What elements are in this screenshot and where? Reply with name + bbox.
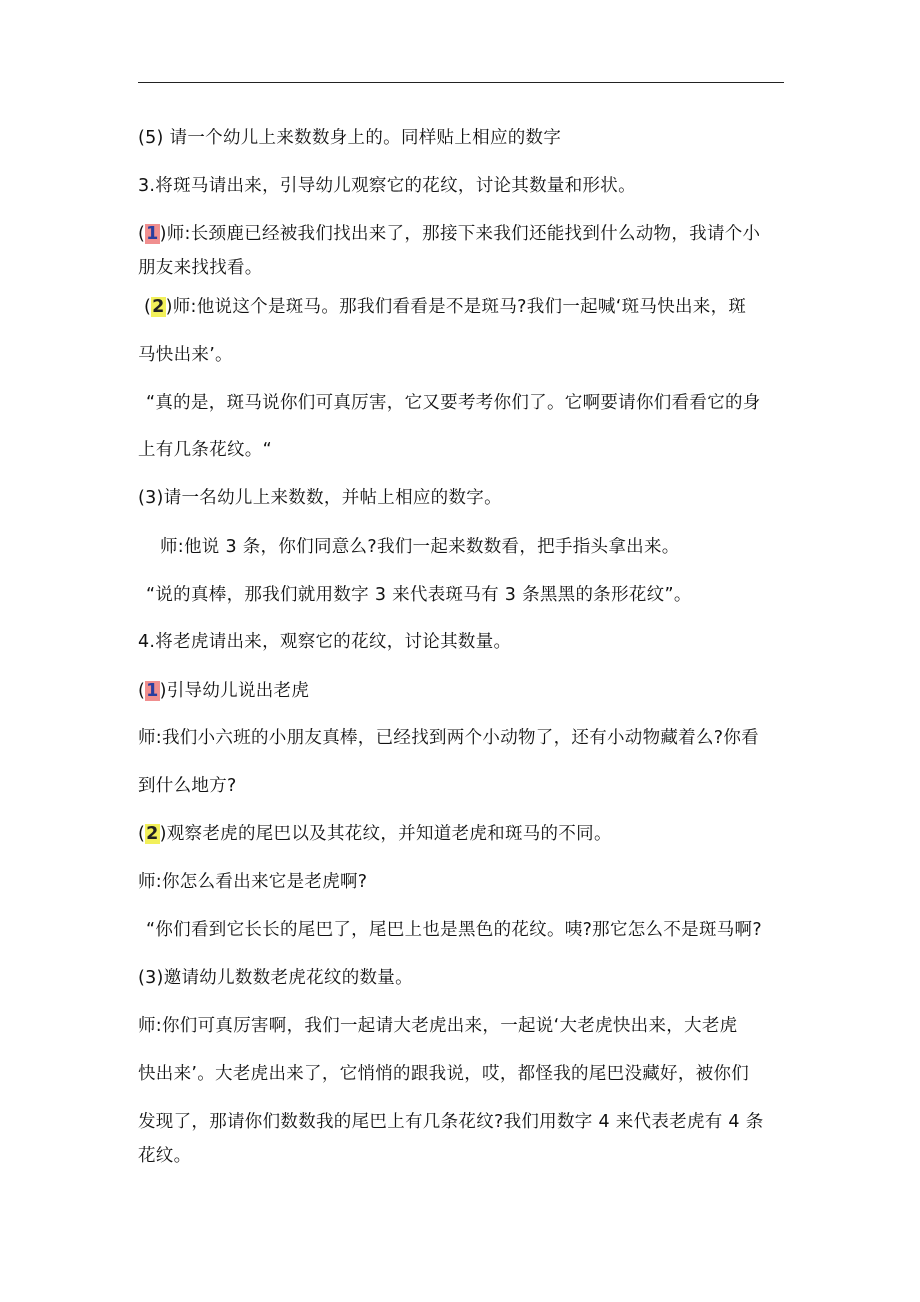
- paren: (: [138, 224, 146, 244]
- text-line: “你们看到它长长的尾巴了，尾巴上也是黑色的花纹。咦?那它怎么不是斑马啊?: [146, 920, 762, 940]
- text-line: 师:你们可真厉害啊，我们一起请大老虎出来，一起说‘大老虎快出来，大老虎: [138, 1016, 738, 1036]
- text-line: 到什么地方?: [138, 776, 237, 796]
- text-line: (3)请一名幼儿上来数数，并帖上相应的数字。: [138, 488, 502, 508]
- text-line: “说的真棒，那我们就用数字 3 来代表斑马有 3 条黑黑的条形花纹”。: [146, 585, 692, 605]
- header-rule: [138, 82, 784, 83]
- text-line: 师:你怎么看出来它是老虎啊?: [138, 872, 368, 892]
- number-marker-1: 1: [146, 224, 159, 244]
- text-line: (1)引导幼儿说出老虎: [138, 681, 310, 701]
- text-line: (2)师:他说这个是斑马。那我们看看是不是斑马?我们一起喊‘斑马快出来，斑: [144, 297, 747, 317]
- text-line: “真的是，斑马说你们可真厉害，它又要考考你们了。它啊要请你们看看它的身: [146, 393, 761, 413]
- number-marker-2: 2: [146, 824, 159, 844]
- paren: (: [144, 297, 152, 317]
- text-line: 师:我们小六班的小朋友真棒，已经找到两个小动物了，还有小动物藏着么?你看: [138, 728, 759, 748]
- text-line: 4.将老虎请出来，观察它的花纹，讨论其数量。: [138, 632, 512, 652]
- text-line: 发现了，那请你们数数我的尾巴上有几条花纹?我们用数字 4 来代表老虎有 4 条: [138, 1112, 764, 1132]
- text-line: 花纹。: [138, 1146, 192, 1166]
- text-line: 朋友来找找看。: [138, 258, 263, 278]
- number-marker-2: 2: [152, 297, 165, 317]
- text-line: (5) 请一个幼儿上来数数身上的。同样贴上相应的数字: [138, 128, 562, 148]
- text-line: (1)师:长颈鹿已经被我们找出来了，那接下来我们还能找到什么动物，我请个小: [138, 224, 761, 244]
- text-line: 3.将斑马请出来，引导幼儿观察它的花纹，讨论其数量和形状。: [138, 176, 636, 196]
- text-line: 师:他说 3 条，你们同意么?我们一起来数数看，把手指头拿出来。: [160, 537, 680, 557]
- text-line: 快出来’。大老虎出来了，它悄悄的跟我说，哎，都怪我的尾巴没藏好，被你们: [138, 1064, 750, 1084]
- text-line: 马快出来’。: [138, 345, 233, 365]
- text-line: (2)观察老虎的尾巴以及其花纹，并知道老虎和斑马的不同。: [138, 824, 612, 844]
- paren: (: [138, 824, 146, 844]
- text-line: 上有几条花纹。“: [138, 440, 272, 460]
- number-marker-1: 1: [146, 681, 159, 701]
- text-line: (3)邀请幼儿数数老虎花纹的数量。: [138, 968, 413, 988]
- paren: (: [138, 681, 146, 701]
